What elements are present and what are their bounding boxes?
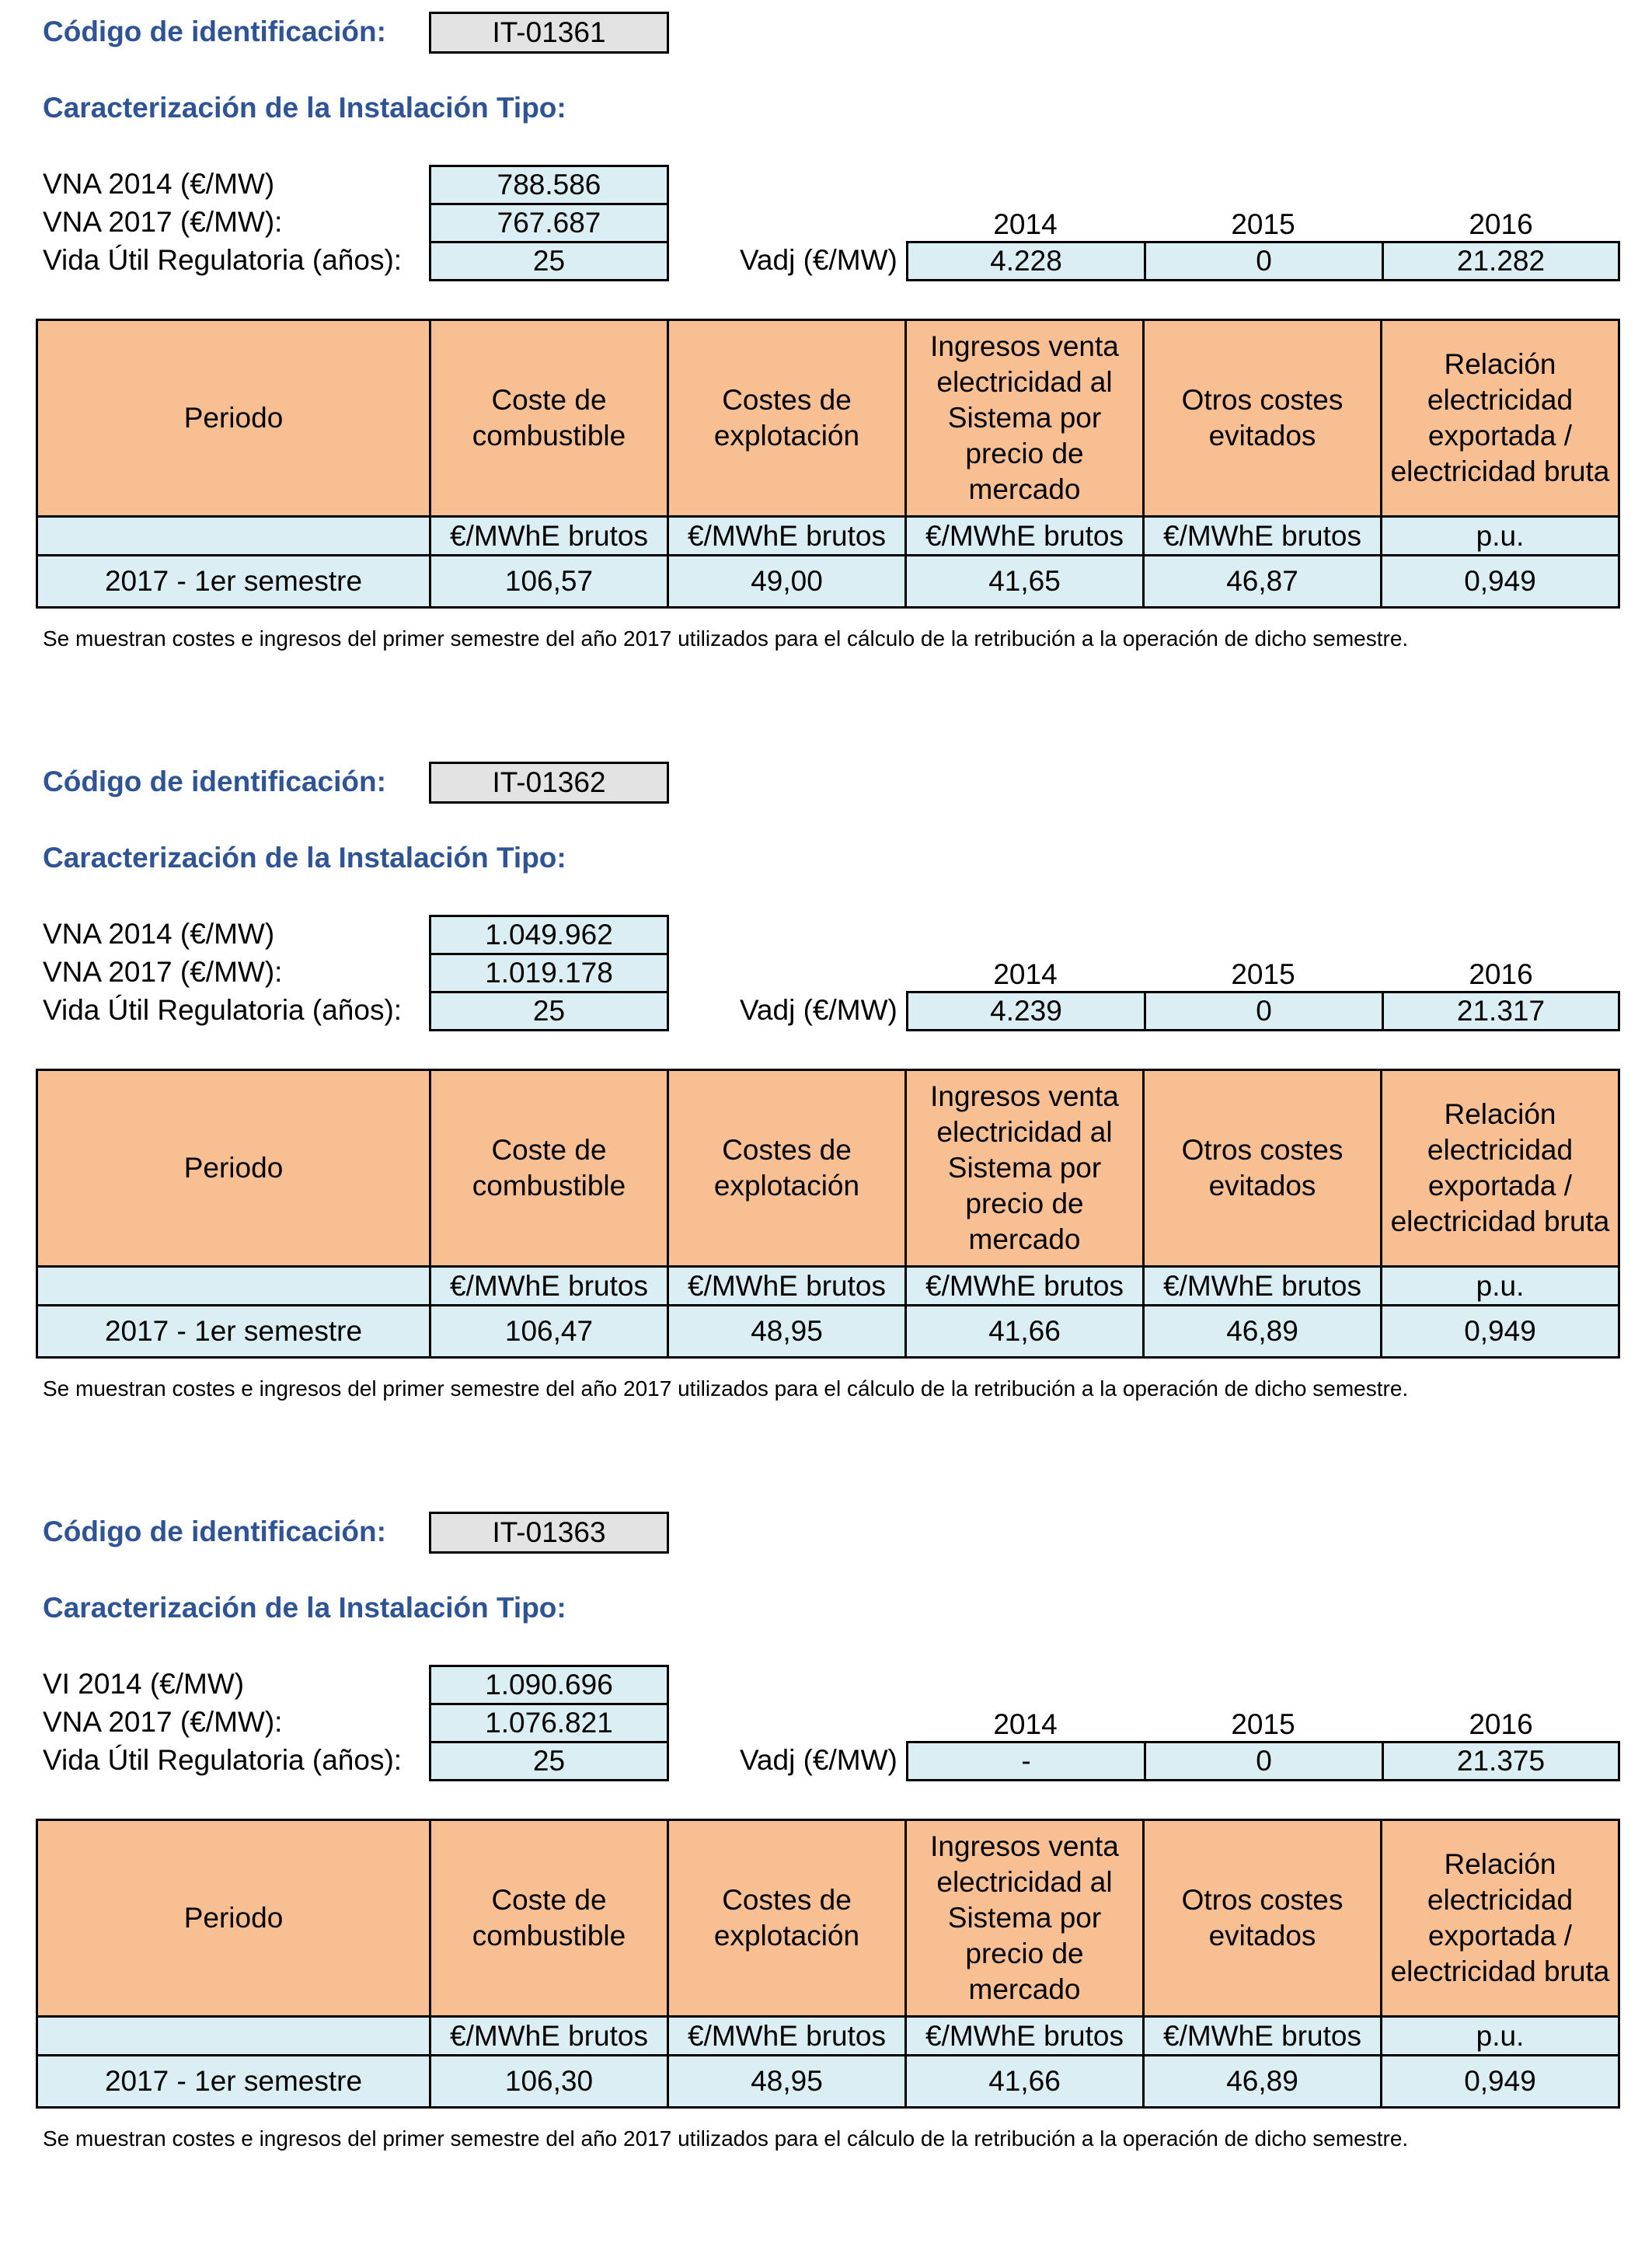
vida-util-value: 25 [429,1741,669,1781]
table-units-row [37,517,1619,556]
unit-cell: €/MWhE brutos [668,1267,906,1306]
vna-2014-value: 788.586 [429,165,669,205]
id-code-value: IT-01362 [429,762,669,804]
unit-cell: €/MWhE brutos [430,2017,668,2056]
unit-cell: €/MWhE brutos [668,2017,906,2056]
year-2014-label: 2014 [993,958,1058,990]
vadj-label: Vadj (€/MW) [740,1744,897,1776]
unit-cell: p.u. [1382,517,1619,556]
vna-2017-value: 767.687 [429,203,669,243]
header-otros-costes: Otros costes evitados [1144,1070,1382,1267]
otros-costes-cell: 46,89 [1144,1306,1382,1358]
vna-2014-label: VI 2014 (€/MW) [43,1668,245,1700]
ingresos-venta-cell: 41,66 [906,2056,1144,2108]
otros-costes-cell: 46,87 [1144,556,1382,608]
costs-table [36,1069,1620,1359]
year-2016-label: 2016 [1469,958,1533,990]
unit-cell: p.u. [1382,1267,1619,1306]
vida-util-label: Vida Útil Regulatoria (años): [43,1744,403,1776]
installation-block [0,1500,1652,2250]
year-2014-label: 2014 [993,208,1058,240]
relacion-electricidad-cell: 0,949 [1382,556,1619,608]
table-row [37,2056,1619,2108]
vadj-2014-value: 4.228 [906,241,1146,281]
id-code-value: IT-01363 [429,1512,669,1554]
vadj-2014-value: - [906,1741,1146,1781]
header-costes-explotacion: Costes de explotación [668,1820,906,2017]
coste-combustible-cell: 106,47 [430,1306,668,1358]
vida-util-label: Vida Útil Regulatoria (años): [43,994,403,1026]
installation-block [0,0,1652,750]
unit-cell: €/MWhE brutos [430,1267,668,1306]
id-code-value: IT-01361 [429,12,669,54]
table-row [37,1306,1619,1358]
id-code-label: Código de identificación: [43,766,386,797]
vna-2017-value: 1.076.821 [429,1703,669,1743]
otros-costes-cell: 46,89 [1144,2056,1382,2108]
ingresos-venta-cell: 41,65 [906,556,1144,608]
unit-cell: p.u. [1382,2017,1619,2056]
header-otros-costes: Otros costes evitados [1144,1820,1382,2017]
vna-2017-label: VNA 2017 (€/MW): [43,206,283,238]
vadj-label: Vadj (€/MW) [740,994,897,1026]
year-2015-label: 2015 [1231,958,1295,990]
costes-explotacion-cell: 49,00 [668,556,906,608]
vida-util-value: 25 [429,241,669,281]
vna-2014-value: 1.090.696 [429,1665,669,1705]
unit-cell [37,2017,430,2056]
relacion-electricidad-cell: 0,949 [1382,2056,1619,2108]
header-ingresos-venta: Ingresos venta electricidad al Sistema por precio de mercado [906,1070,1144,1267]
footnote: Se muestran costes e ingresos del primer semestre del año 2017 utilizados para el cálculo de la retribución a la operación de dicho semestre. [43,2126,1409,2151]
vida-util-value: 25 [429,991,669,1031]
vadj-label: Vadj (€/MW) [740,244,897,276]
id-code-label: Código de identificación: [43,1516,386,1547]
footnote: Se muestran costes e ingresos del primer semestre del año 2017 utilizados para el cálculo de la retribución a la operación de dicho semestre. [43,1376,1409,1401]
unit-cell: €/MWhE brutos [430,517,668,556]
costs-table [36,1819,1620,2109]
vna-2014-value: 1.049.962 [429,915,669,955]
year-2015-label: 2015 [1231,1708,1295,1740]
footnote: Se muestran costes e ingresos del primer semestre del año 2017 utilizados para el cálculo de la retribución a la operación de dicho semestre. [43,626,1409,651]
header-periodo: Periodo [37,1070,430,1267]
unit-cell: €/MWhE brutos [906,2017,1144,2056]
header-relacion-electricidad: Relación electricidad exportada / electricidad bruta [1382,1070,1619,1267]
header-costes-explotacion: Costes de explotación [668,1070,906,1267]
table-header-row [37,1070,1619,1267]
costes-explotacion-cell: 48,95 [668,2056,906,2108]
installation-block [0,750,1652,1500]
unit-cell: €/MWhE brutos [1144,1267,1382,1306]
id-code-label: Código de identificación: [43,16,386,47]
period-cell: 2017 - 1er semestre [37,1306,430,1358]
vna-2017-value: 1.019.178 [429,953,669,993]
costs-table [36,319,1620,609]
period-cell: 2017 - 1er semestre [37,2056,430,2108]
ingresos-venta-cell: 41,66 [906,1306,1144,1358]
header-ingresos-venta: Ingresos venta electricidad al Sistema por precio de mercado [906,1820,1144,2017]
section-title: Caracterización de la Instalación Tipo: [43,1592,566,1624]
header-coste-combustible: Coste de combustible [430,1070,668,1267]
header-relacion-electricidad: Relación electricidad exportada / electricidad bruta [1382,320,1619,517]
coste-combustible-cell: 106,57 [430,556,668,608]
unit-cell: €/MWhE brutos [668,517,906,556]
relacion-electricidad-cell: 0,949 [1382,1306,1619,1358]
period-cell: 2017 - 1er semestre [37,556,430,608]
year-2016-label: 2016 [1469,1708,1533,1740]
header-ingresos-venta: Ingresos venta electricidad al Sistema por precio de mercado [906,320,1144,517]
unit-cell: €/MWhE brutos [906,517,1144,556]
table-header-row [37,1820,1619,2017]
unit-cell: €/MWhE brutos [1144,517,1382,556]
year-2016-label: 2016 [1469,208,1533,240]
vadj-2014-value: 4.239 [906,991,1146,1031]
coste-combustible-cell: 106,30 [430,2056,668,2108]
header-costes-explotacion: Costes de explotación [668,320,906,517]
unit-cell: €/MWhE brutos [1144,2017,1382,2056]
year-2015-label: 2015 [1231,208,1295,240]
vadj-2016-value: 21.282 [1382,241,1620,281]
vna-2017-label: VNA 2017 (€/MW): [43,956,283,988]
table-units-row [37,1267,1619,1306]
vida-util-label: Vida Útil Regulatoria (años): [43,244,403,276]
vadj-2016-value: 21.375 [1382,1741,1620,1781]
table-header-row [37,320,1619,517]
vadj-2016-value: 21.317 [1382,991,1620,1031]
header-coste-combustible: Coste de combustible [430,320,668,517]
unit-cell [37,517,430,556]
header-periodo: Periodo [37,320,430,517]
table-row [37,556,1619,608]
vna-2014-label: VNA 2014 (€/MW) [43,918,275,950]
unit-cell: €/MWhE brutos [906,1267,1144,1306]
section-title: Caracterización de la Instalación Tipo: [43,92,566,124]
costes-explotacion-cell: 48,95 [668,1306,906,1358]
vna-2014-label: VNA 2014 (€/MW) [43,168,275,200]
unit-cell [37,1267,430,1306]
header-relacion-electricidad: Relación electricidad exportada / electricidad bruta [1382,1820,1619,2017]
section-title: Caracterización de la Instalación Tipo: [43,842,566,874]
year-2014-label: 2014 [993,1708,1058,1740]
table-units-row [37,2017,1619,2056]
vna-2017-label: VNA 2017 (€/MW): [43,1706,283,1738]
header-periodo: Periodo [37,1820,430,2017]
vadj-2015-value: 0 [1144,991,1384,1031]
header-coste-combustible: Coste de combustible [430,1820,668,2017]
header-otros-costes: Otros costes evitados [1144,320,1382,517]
vadj-2015-value: 0 [1144,1741,1384,1781]
vadj-2015-value: 0 [1144,241,1384,281]
